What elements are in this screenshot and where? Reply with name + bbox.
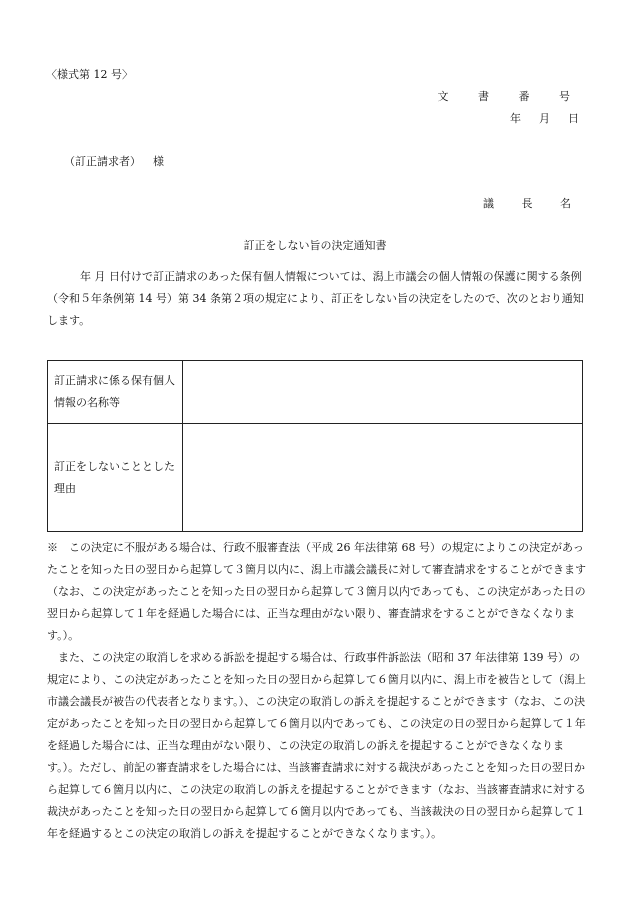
- info-table: [47, 360, 583, 532]
- table-row: [48, 424, 583, 532]
- date-year: 年: [510, 112, 525, 125]
- row-label-reason: 訂正をしないこととした理由: [48, 424, 183, 532]
- note-appeal: ※ この決定に不服がある場合は、行政不服審査法（平成 26 年法律第 68 号）の規定によりこの決定があったことを知った日の翌日から起算して３箇月以内に、潟上市議会議長に対して審査請求をすることができます（なお、この決定があったことを知った日の翌日から起算して３箇月以内であっても、この決定があった日の翌日から起算して１年を経過した場合には、正当な理由がない限り、審査請求をすることができなくなります。）。: [47, 541, 586, 642]
- notes: [47, 537, 587, 845]
- row-label-record-name: 訂正請求に係る保有個人情報の名称等: [48, 361, 183, 424]
- addressee-honorific: 様: [153, 155, 164, 168]
- note-lawsuit: また、この決定の取消しを求める訴訟を提起する場合は、行政事件訴訟法（昭和 37 年法律第 139 号）の規定により、この決定があったことを知った日の翌日から起算して６箇月以内に、潟上市を被告として（潟上市議会議長が被告の代表者となります。）、この決定の取消しの訴えを提起することができます（なお、この決定があったことを知った日の翌日から起算して６箇月以内であっても、この決定の日の翌日から起算して１年を経過した場合には、正当な理由がない限り、この決定の取消しの訴えを提起することができなくなります。）。ただし、前記の審査請求をした場合には、当該審査請求に対する裁決があったことを知った日の翌日から起算して６箇月以内に、この決定の取消しの訴えを提起することができます（なお、当該審査請求に対する裁決があったことを知った日の翌日から起算して６箇月以内であっても、当該裁決の日の翌日から起算して１年を経過するとこの決定の取消しの訴えを提起することができなくなります。）。: [47, 651, 586, 840]
- addressee-name: （訂正請求者）: [64, 155, 141, 168]
- date-line: [510, 110, 583, 126]
- document-title: 訂正をしない旨の決定通知書: [243, 239, 387, 252]
- document-number: 文 書 番 号: [437, 90, 583, 103]
- addressee: [64, 153, 164, 169]
- row-value-reason: [183, 424, 583, 532]
- table-row: [48, 361, 583, 424]
- sender-name: 議 長 名: [483, 197, 583, 210]
- date-month: 月: [539, 112, 554, 125]
- form-number: 〈様式第 12 号〉: [46, 68, 133, 81]
- row-value-record-name: [183, 361, 583, 424]
- intro-paragraph: 年 月 日付けで訂正請求のあった保有個人情報については、潟上市議会の個人情報の保護に関する条例（令和５年条例第 14 号）第 34 条第２項の規定により、訂正をしない旨の決定をしたので、次のとおり通知します。: [47, 270, 584, 327]
- date-day: 日: [568, 112, 583, 125]
